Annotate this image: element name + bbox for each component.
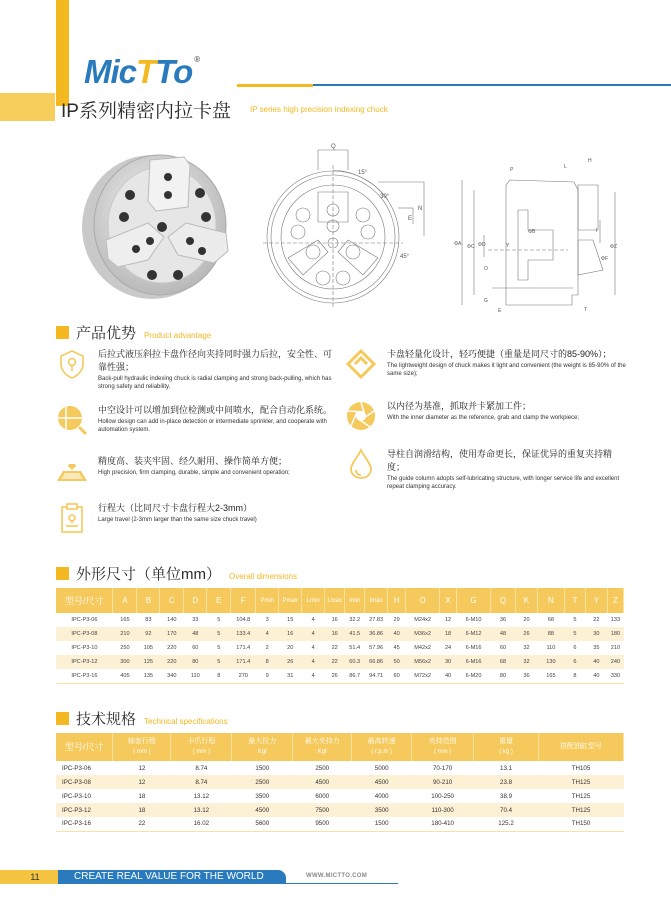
value-cell: 330 xyxy=(607,669,623,683)
table-row xyxy=(56,627,624,641)
front-view-drawing xyxy=(258,140,448,310)
column-header: Lmin xyxy=(302,588,325,613)
title-accent-block xyxy=(0,93,55,121)
dimensions-table xyxy=(56,588,624,684)
value-cell: 80 xyxy=(184,655,207,669)
value-cell: 83 xyxy=(145,617,152,623)
value-cell: 27.83 xyxy=(369,617,384,623)
value-cell: 36.86 xyxy=(365,627,388,641)
value-cell: 5 xyxy=(573,617,577,623)
value-cell: 140 xyxy=(167,617,177,623)
column-header: 轴套行程 ( mm ) xyxy=(113,733,171,761)
model-cell: IPC-P3-12 xyxy=(56,803,113,817)
value-cell: 110 xyxy=(184,669,207,683)
svg-text:T: T xyxy=(584,307,588,313)
model-cell: IPC-P3-16 xyxy=(56,817,113,831)
value-cell: 130 xyxy=(537,655,564,669)
table-row xyxy=(56,761,624,775)
value-cell: 30 xyxy=(440,655,457,669)
advantage-item: 以内径为基准，抓取并卡紧加工件； With the inner diameter as the reference, grab and clamp the workpiece; xyxy=(345,400,627,432)
column-header: Q xyxy=(491,588,516,613)
value-cell: 8 xyxy=(256,655,279,669)
value-cell: 22 xyxy=(593,617,600,623)
value-cell: 5 xyxy=(564,627,585,641)
value-cell: 32 xyxy=(515,655,537,669)
svg-text:ΦC: ΦC xyxy=(467,244,475,250)
section-marker xyxy=(56,712,69,725)
value-cell: 180-410 xyxy=(412,817,474,831)
section-marker xyxy=(56,326,69,339)
value-cell: 16 xyxy=(279,627,302,641)
column-header: N xyxy=(537,588,564,613)
value-cell: 240 xyxy=(607,655,623,669)
value-cell: 35 xyxy=(593,645,600,651)
value-cell: 45 xyxy=(393,645,400,651)
svg-text:P: P xyxy=(510,167,514,173)
table-row xyxy=(56,803,624,817)
value-cell: 6-M20 xyxy=(457,669,491,683)
value-cell: 6 xyxy=(564,655,585,669)
value-cell: 18 xyxy=(440,627,457,641)
table-row xyxy=(56,817,624,831)
value-cell: 40 xyxy=(585,669,607,683)
value-cell: 125.2 xyxy=(474,817,539,831)
value-cell: 105 xyxy=(143,645,154,651)
value-cell: 86.7 xyxy=(345,669,365,683)
svg-text:H: H xyxy=(588,158,592,164)
value-cell: 210 xyxy=(113,627,137,641)
precision-diamond-icon xyxy=(56,455,88,487)
value-cell: 68 xyxy=(491,655,516,669)
shield-icon xyxy=(56,348,88,380)
column-header: Pmin xyxy=(256,588,279,613)
value-cell: 3 xyxy=(265,617,269,623)
value-cell: 110-300 xyxy=(412,803,474,817)
svg-text:ΦD: ΦD xyxy=(478,242,486,248)
value-cell: 13.12 xyxy=(171,803,232,817)
value-cell: 6000 xyxy=(315,792,330,800)
column-header: B xyxy=(137,588,160,613)
svg-text:E: E xyxy=(498,308,502,314)
svg-text:30°: 30° xyxy=(380,194,390,200)
svg-text:ΦA: ΦA xyxy=(454,241,462,247)
value-cell: 5 xyxy=(217,617,221,623)
value-cell: M72x2 xyxy=(406,669,440,683)
column-header: H xyxy=(388,588,406,613)
column-header: Imax xyxy=(365,588,388,613)
table-row xyxy=(56,775,624,789)
value-cell: 405 xyxy=(113,669,137,683)
value-cell: 51.4 xyxy=(349,645,361,651)
value-cell: 2500 xyxy=(315,764,330,772)
value-cell: 36 xyxy=(515,669,537,683)
value-cell: 60 xyxy=(388,669,406,683)
value-cell: 220 xyxy=(167,645,177,651)
value-cell: 6-M16 xyxy=(457,655,491,669)
column-header: Y xyxy=(585,588,607,613)
value-cell: 90-210 xyxy=(412,775,474,789)
svg-text:I: I xyxy=(596,228,598,234)
value-cell: M42x2 xyxy=(414,645,431,651)
svg-text:ΦF: ΦF xyxy=(601,256,609,262)
value-cell: 70-170 xyxy=(432,764,453,772)
value-cell: 270 xyxy=(231,669,256,683)
value-cell: 18 xyxy=(113,803,171,817)
value-cell: 4500 xyxy=(352,775,412,789)
value-cell: 1500 xyxy=(255,764,270,772)
value-cell: 12 xyxy=(444,617,452,623)
value-cell: 4 xyxy=(311,617,315,623)
value-cell: 18 xyxy=(138,792,146,800)
svg-text:Y: Y xyxy=(506,243,510,249)
value-cell: 30 xyxy=(585,627,607,641)
column-header: 夹持范围 ( mm ) xyxy=(412,733,474,761)
svg-text:ΦZ: ΦZ xyxy=(610,244,618,250)
value-cell: 340 xyxy=(160,669,184,683)
value-cell: 110 xyxy=(546,645,556,651)
footer-divider xyxy=(286,883,398,884)
column-header: 型号/尺寸 xyxy=(56,588,113,613)
value-cell: 4 xyxy=(311,645,315,651)
value-cell: 6-M10 xyxy=(465,617,482,623)
value-cell: 94.71 xyxy=(365,669,388,683)
value-cell: 32 xyxy=(523,645,530,651)
chuck-photo xyxy=(78,145,238,305)
value-cell: M36x2 xyxy=(406,627,440,641)
header-divider-blue xyxy=(313,84,671,86)
column-header: X xyxy=(440,588,457,613)
value-cell: 15 xyxy=(287,617,294,623)
model-cell: IPC-P3-10 xyxy=(62,792,91,800)
value-cell: 32.2 xyxy=(349,617,361,623)
svg-text:ΦB: ΦB xyxy=(528,229,536,235)
column-header: E xyxy=(207,588,231,613)
value-cell: 5 xyxy=(207,655,231,669)
value-cell: 3500 xyxy=(255,792,270,800)
value-cell: 171.4 xyxy=(236,645,251,651)
column-header: Lmax xyxy=(325,588,345,613)
value-cell: 9 xyxy=(256,669,279,683)
model-cell: IPC-P3-16 xyxy=(56,669,113,683)
value-cell: 250 xyxy=(120,645,130,651)
value-cell: 80 xyxy=(491,669,516,683)
value-cell: 13.12 xyxy=(193,792,210,800)
value-cell: 12 xyxy=(113,775,171,789)
svg-text:E: E xyxy=(408,216,413,222)
advantage-item: 卡盘轻量化设计，轻巧便捷（重量是同尺寸的85-90%）； The lightweight design of chuck makes it light and convenient (the weight is 85-90% of the same size); xyxy=(345,348,627,380)
header-divider-yellow xyxy=(237,84,313,87)
value-cell: 133.4 xyxy=(231,627,256,641)
value-cell: 125 xyxy=(137,655,160,669)
column-header: G xyxy=(457,588,491,613)
value-cell: 68 xyxy=(547,617,555,623)
value-cell: 6-M16 xyxy=(465,645,482,651)
value-cell: 33 xyxy=(192,617,199,623)
value-cell: 48 xyxy=(184,627,207,641)
value-cell: 220 xyxy=(160,655,184,669)
specs-section-title: 技术规格 Technical specifications xyxy=(56,708,228,729)
value-cell: 165 xyxy=(120,617,130,623)
value-cell: 40 xyxy=(388,627,406,641)
value-cell: 26 xyxy=(279,655,302,669)
value-cell: 5 xyxy=(207,627,231,641)
value-cell: 26 xyxy=(325,669,345,683)
value-cell: 210 xyxy=(610,645,621,651)
value-cell: 24 xyxy=(444,645,452,651)
lightweight-cube-icon xyxy=(345,348,377,380)
value-cell: 41.5 xyxy=(345,627,365,641)
svg-text:N: N xyxy=(418,206,423,212)
value-cell: 38.9 xyxy=(500,792,513,800)
dimensions-section-title: 外形尺寸（单位mm） Overall dimensions xyxy=(56,563,297,584)
model-cell: IPC-P3-08 xyxy=(56,627,113,641)
svg-text:G: G xyxy=(484,298,488,304)
value-cell: 4500 xyxy=(232,803,293,817)
value-cell: 180 xyxy=(607,627,623,641)
value-cell: 48 xyxy=(491,627,516,641)
model-cell: IPC-P3-08 xyxy=(56,775,113,789)
value-cell: 60.3 xyxy=(345,655,365,669)
column-header: 型号/尺寸 xyxy=(56,733,113,761)
column-header: K xyxy=(515,588,537,613)
aperture-icon xyxy=(345,400,377,432)
value-cell: 8.74 xyxy=(195,764,208,772)
specifications-table xyxy=(56,733,624,832)
value-cell: 31 xyxy=(279,669,302,683)
svg-text:15°: 15° xyxy=(358,170,368,176)
table-header-row xyxy=(56,733,624,761)
side-section-drawing xyxy=(448,140,623,315)
value-cell: 4 xyxy=(302,669,325,683)
table-header-row xyxy=(56,588,624,613)
value-cell: 9500 xyxy=(293,817,352,831)
column-header: 最大夹持力 Kgf xyxy=(293,733,352,761)
value-cell: 23.8 xyxy=(474,775,539,789)
column-header: 最大拉力 Kgf xyxy=(232,733,293,761)
value-cell: 300 xyxy=(113,655,137,669)
column-header: A xyxy=(113,588,137,613)
column-header: 搭配油缸型号 xyxy=(539,733,624,761)
value-cell: 4000 xyxy=(374,792,389,800)
column-header: D xyxy=(184,588,207,613)
value-cell: 2 xyxy=(265,645,269,651)
advantage-item: 后拉式液压斜拉卡盘作径向夹持同时强力后拉，安全性、可靠性强； Back-pull hydraulic indexing chuck is radial clamping and strong back-pulling, which has strong safety and reliability. xyxy=(56,348,338,391)
value-cell: 26 xyxy=(515,627,537,641)
model-cell: IPC-P3-12 xyxy=(56,655,113,669)
table-row xyxy=(56,641,624,655)
value-cell: 4 xyxy=(302,627,325,641)
column-header: Z xyxy=(607,588,623,613)
value-cell: 4 xyxy=(256,627,279,641)
page-footer xyxy=(0,870,400,884)
svg-text:45°: 45° xyxy=(400,254,410,260)
footer-slogan: CREATE REAL VALUE FOR THE WORLD xyxy=(58,870,286,884)
value-cell: 40 xyxy=(585,655,607,669)
value-cell: 4500 xyxy=(293,775,352,789)
value-cell: 16 xyxy=(325,627,345,641)
value-cell: 165 xyxy=(537,669,564,683)
value-cell: 20 xyxy=(287,645,294,651)
value-cell: TH125 xyxy=(539,803,624,817)
section-marker xyxy=(56,567,69,580)
column-header: C xyxy=(160,588,184,613)
value-cell: 8 xyxy=(207,669,231,683)
svg-text:O: O xyxy=(484,266,488,272)
value-cell: 7500 xyxy=(293,803,352,817)
value-cell: 36 xyxy=(499,617,507,623)
value-cell: M24x2 xyxy=(414,617,431,623)
value-cell: 135 xyxy=(137,669,160,683)
table-row xyxy=(56,613,624,627)
page-number: 11 xyxy=(0,870,58,884)
value-cell: 133 xyxy=(610,617,621,623)
value-cell: 29 xyxy=(393,617,400,623)
value-cell: 22 xyxy=(325,655,345,669)
column-header: Imin xyxy=(345,588,365,613)
value-cell: 104.8 xyxy=(236,617,251,623)
value-cell: 3500 xyxy=(352,803,412,817)
clipboard-location-icon xyxy=(56,502,88,534)
svg-text:L: L xyxy=(564,164,567,170)
column-header: F xyxy=(231,588,256,613)
brand-accent-bar xyxy=(56,0,69,106)
value-cell: 66.86 xyxy=(365,655,388,669)
value-cell: 8.74 xyxy=(171,775,232,789)
svg-text:Q: Q xyxy=(331,144,336,150)
value-cell: 5 xyxy=(217,645,221,651)
value-cell: 100-250 xyxy=(431,792,454,800)
table-row xyxy=(56,655,624,669)
value-cell: 57.96 xyxy=(369,645,384,651)
value-cell: 4 xyxy=(302,655,325,669)
hollow-search-icon xyxy=(56,404,88,436)
value-cell: 5000 xyxy=(374,764,389,772)
value-cell: 20 xyxy=(523,617,530,623)
page-subtitle: IP series high precision indexing chuck xyxy=(250,105,388,114)
value-cell: 12 xyxy=(138,764,146,772)
value-cell: 170 xyxy=(160,627,184,641)
value-cell: TH125 xyxy=(539,775,624,789)
value-cell: 16.02 xyxy=(171,817,232,831)
value-cell: 22 xyxy=(113,817,171,831)
brand-logo: MicTTo ® xyxy=(84,53,200,90)
column-header: 最高转速 ( r.p.m ) xyxy=(352,733,412,761)
column-header: Pmax xyxy=(279,588,302,613)
value-cell: 60 xyxy=(499,645,507,651)
table-row xyxy=(56,789,624,803)
value-cell: 8 xyxy=(564,669,585,683)
column-header: O xyxy=(406,588,440,613)
value-cell: 88 xyxy=(537,627,564,641)
table-row xyxy=(56,669,624,683)
value-cell: 171.4 xyxy=(231,655,256,669)
column-header: T xyxy=(564,588,585,613)
column-header: 卡爪行程 ( mm ) xyxy=(171,733,232,761)
value-cell: M56x2 xyxy=(406,655,440,669)
value-cell: 13.1 xyxy=(500,764,513,772)
value-cell: TH150 xyxy=(539,817,624,831)
value-cell: 60 xyxy=(192,645,199,651)
value-cell: 1500 xyxy=(352,817,412,831)
model-cell: IPC-P3-06 xyxy=(71,617,98,623)
value-cell: 16 xyxy=(331,617,338,623)
value-cell: 2500 xyxy=(232,775,293,789)
advantages-section-title: 产品优势 Product advantage xyxy=(56,322,211,343)
advantage-item: 中空设计可以增加到位检测或中间喷水，配合自动化系统。 Hollow design can add in-place detection or intermediate sprinkler, and cooperate with automation system. xyxy=(56,404,338,436)
value-cell: 70.4 xyxy=(474,803,539,817)
column-header: 重量 ( kg ) xyxy=(474,733,539,761)
value-cell: 40 xyxy=(440,669,457,683)
value-cell: 6 xyxy=(573,645,577,651)
value-cell: TH125 xyxy=(571,792,591,800)
value-cell: 22 xyxy=(331,645,338,651)
advantage-item: 精度高、装夹牢固、经久耐用、操作简单方便； High precision, firm clamping, durable, simple and convenient operation; xyxy=(56,455,338,487)
value-cell: 50 xyxy=(388,655,406,669)
model-cell: IPC-P3-06 xyxy=(62,764,91,772)
advantage-item: 导柱自润滑结构，使用寿命更长，保证优异的重复夹持精度； The guide column adopts self-lubricating structure, with longer service life and excellent repeat clamping accuracy. xyxy=(345,448,627,491)
value-cell: 92 xyxy=(137,627,160,641)
footer-url: WWW.MICTTO.COM xyxy=(306,873,368,879)
model-cell: IPC-P3-10 xyxy=(71,645,98,651)
advantage-item: 行程大（比同尺寸卡盘行程大2-3mm） Large travel (2-3mm larger than the same size chuck travel) xyxy=(56,502,338,534)
value-cell: 6-M12 xyxy=(457,627,491,641)
page-title: IP系列精密内拉卡盘 xyxy=(61,101,231,122)
value-cell: TH105 xyxy=(571,764,591,772)
oil-drop-icon xyxy=(345,448,377,480)
value-cell: 5600 xyxy=(232,817,293,831)
